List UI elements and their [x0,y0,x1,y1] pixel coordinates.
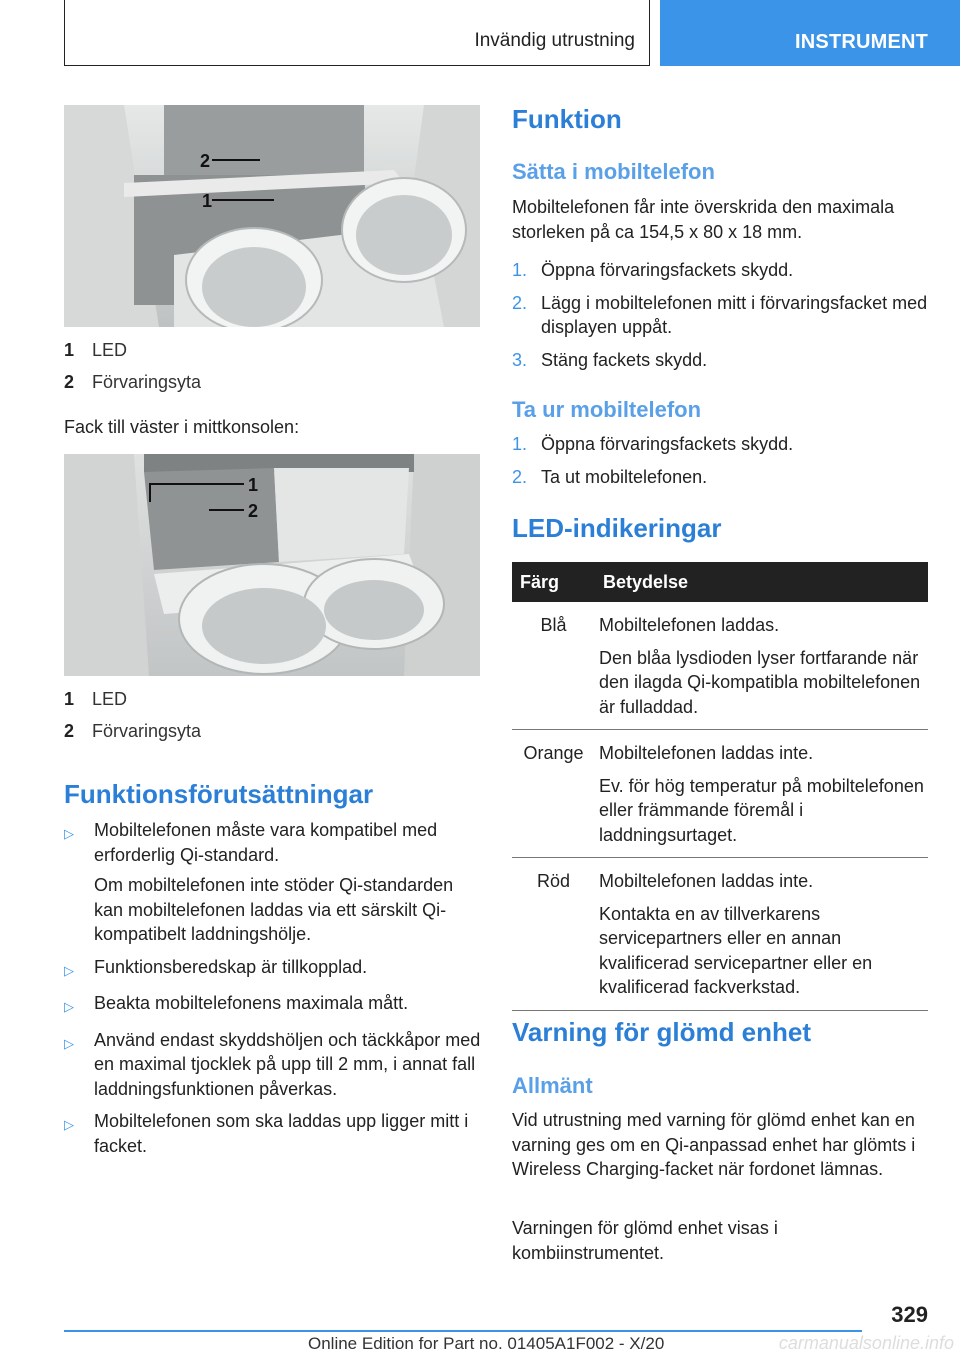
legend-item [64,683,201,715]
step-item [512,432,932,457]
triangle-bullet-icon: ▷ [64,826,74,841]
table-header-row [512,562,928,602]
list-item [64,991,484,1020]
led-table [512,562,928,1011]
list-item [64,1109,484,1158]
cell-color: Röd [512,858,595,1011]
prereq-list [64,818,484,1166]
step-number: 2. [512,466,528,487]
step-number: 2. [512,292,528,313]
triangle-bullet-icon: ▷ [64,1035,74,1051]
list-item [64,818,484,947]
warning-subheading: Allmänt [512,1073,593,1098]
warning-text-1: Vid utrustning med varning för glömd enhet kan en varning ges om en Qi-anpassad enhet har glömts i Wireless Charging-facket när fordonet lämnas. [512,1110,916,1179]
insert-heading: Sätta i mobiltelefon [512,159,715,184]
step-text: Stäng fackets skydd. [541,349,708,370]
list-item-text: Beakta mobiltelefonens maximala mått. [94,993,409,1013]
step-text: Ta ut mobiltelefonen. [541,466,708,487]
legend-number: 1 [64,339,75,360]
legend-number: 1 [64,688,75,709]
meaning-detail: Ev. för hög temperatur på mobiltelefonen eller främmande föremål i laddningsurtaget. [599,775,924,845]
step-item [512,291,932,340]
list-item-text: Mobiltelefonen som ska laddas upp ligger mitt i facket. [94,1111,469,1156]
remove-steps [512,432,932,497]
led-heading: LED-indikeringar [512,513,722,543]
step-number: 1. [512,260,528,280]
step-text: Öppna förvaringsfackets skydd. [541,434,794,454]
insert-text: Mobiltelefonen får inte överskrida den maximala storleken på ca 154,5 x 80 x 18 mm. [512,197,895,242]
legend-item [64,715,201,747]
figure-charging-tray-left [64,454,480,676]
meaning-line: Mobiltelefonen laddas inte. [599,743,814,763]
warning-text-2: Varningen för glömd enhet visas i kombiinstrumentet. [512,1218,778,1263]
footer-rule [64,1330,862,1332]
step-item [512,465,932,490]
triangle-bullet-icon: ▷ [64,1117,74,1132]
step-text: Öppna förvaringsfackets skydd. [541,260,794,280]
watermark: carmanualsonline.info [778,1333,954,1353]
legend-label: Förvaringsyta [92,371,202,392]
chapter-tab[interactable] [660,0,960,66]
cell-meaning [595,730,928,858]
header-box [64,0,650,66]
cell-color: Orange [512,730,595,858]
figure-charging-tray-front [64,105,480,327]
list-item-text: Mobiltelefonen måste vara kompatibel med erforderlig Qi-standard. [94,820,438,865]
figure1-legend [64,334,201,398]
edition-text: Online Edition for Part no. 01405A1F002 - X/20 [308,1334,665,1353]
col-header-color: Färg [512,562,595,602]
left-intro: Fack till väster i mittkonsolen: [64,417,300,437]
legend-item [64,366,201,398]
callout-2: 2 [200,151,211,171]
list-item-text: Om mobiltelefonen inte stöder Qi-standarden kan mobiltelefonen laddas via ett särskilt Qi-kompatibelt laddningshölje. [94,875,454,944]
triangle-bullet-icon: ▷ [64,999,74,1014]
chapter-title: INSTRUMENT [795,31,929,53]
step-number: 1. [512,434,528,454]
remove-heading: Ta ur mobiltelefon [512,397,702,422]
legend-label: LED [92,688,128,709]
table-row [512,858,928,1011]
meaning-line: Mobiltelefonen laddas. [599,615,780,635]
cell-meaning [595,858,928,1011]
legend-label: Förvaringsyta [92,720,202,741]
table-row [512,602,928,730]
list-item-text: Använd endast skyddshöljen och täckkåpor med en maximal tjocklek på upp till 2 mm, i annat fall laddningsfunktionen påverkas. [94,1029,481,1099]
step-item [512,348,932,373]
callout-2: 2 [248,501,259,521]
legend-number: 2 [64,371,75,392]
meaning-detail: Den blåa lysdioden lyser fortfarande när den ilagda Qi-kompatibla mobiltelefonen är fulladdad. [599,647,921,717]
cell-color: Blå [512,602,595,730]
warning-heading: Varning för glömd enhet [512,1017,812,1047]
meaning-line: Mobiltelefonen laddas inte. [599,871,814,891]
list-item [64,955,484,984]
funktion-heading: Funktion [512,104,622,134]
legend-item [64,334,201,366]
table-row [512,730,928,858]
meaning-detail: Kontakta en av tillverkarens servicepartners eller en annan kvalificerad servicepartner eller en kvalificerad fackverkstad. [599,903,873,997]
step-item [512,258,932,283]
page-number: 329 [891,1302,928,1327]
list-item-text: Funktionsberedskap är tillkopplad. [94,956,368,977]
legend-number: 2 [64,720,75,741]
insert-steps [512,258,932,380]
list-item [64,1028,484,1102]
figure2-legend [64,683,201,747]
callout-1: 1 [248,475,259,495]
col-header-meaning: Betydelse [595,562,928,602]
legend-label: LED [92,339,128,360]
prereq-heading: Funktionsförutsättningar [64,779,374,809]
step-text: Lägg i mobiltelefonen mitt i förvaringsfacket med displayen uppåt. [541,292,928,337]
callout-1: 1 [202,191,213,211]
cell-meaning [595,602,928,730]
step-number: 3. [512,349,528,370]
section-title: Invändig utrustning [474,30,635,51]
triangle-bullet-icon: ▷ [64,962,74,978]
